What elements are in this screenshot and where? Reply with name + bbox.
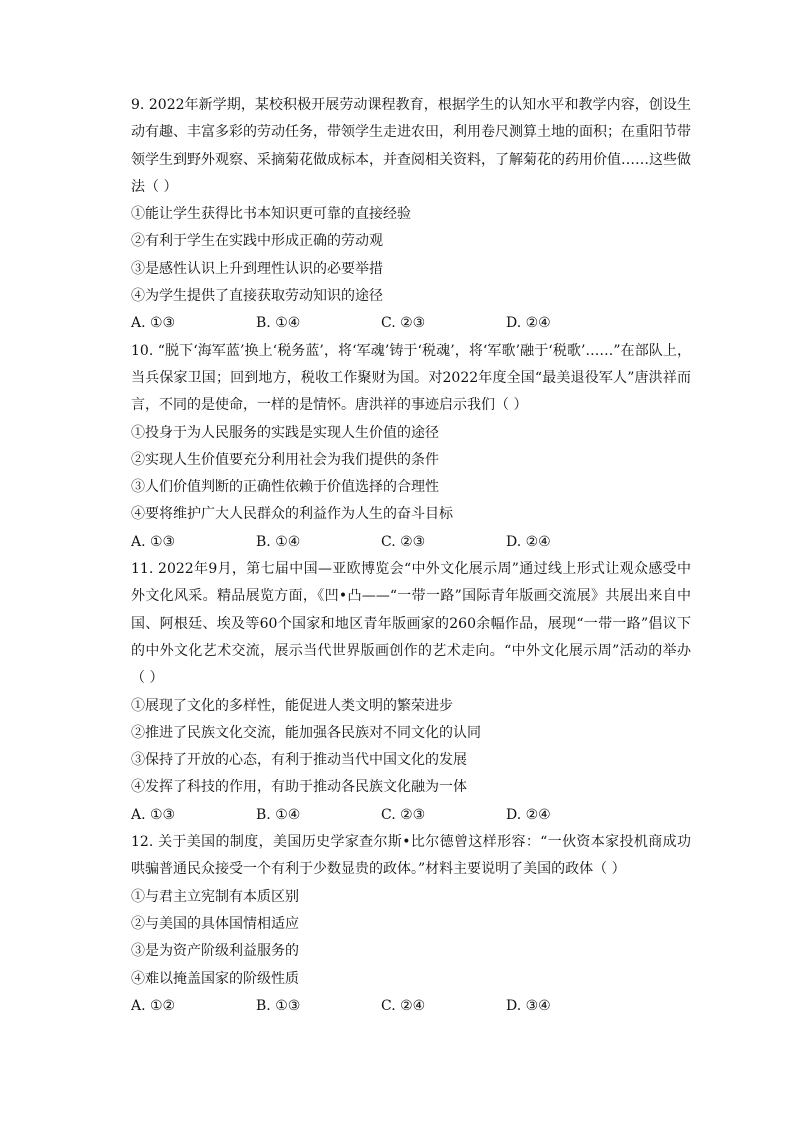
choice-c[interactable]: C. ②③ (381, 533, 426, 550)
statement-4: ④难以掩盖国家的阶级性质 (131, 970, 299, 987)
choice-d[interactable]: D. ②④ (506, 806, 551, 823)
statement-1: ①展现了文化的多样性，能促进人类文明的繁荣进步 (131, 697, 453, 714)
choice-b[interactable]: B. ①④ (256, 315, 301, 332)
question-10 (131, 338, 691, 556)
question-stem: 9. 2022年新学期，某校积极开展劳动课程教育，根据学生的认知水平和教学内容，创设生动有趣、丰富多彩的劳动任务，带领学生走进农田，利用卷尺测算土地的面积；在重阳节带领学生到野外观察、采摘菊花做成标本，并查阅相关资料，了解菊花的药用价值……这些做法（ ） (131, 97, 691, 195)
choice-a[interactable]: A. ①③ (131, 533, 176, 550)
question-11 (131, 556, 691, 829)
answer-choices (131, 993, 691, 1020)
choice-a[interactable]: A. ①③ (131, 315, 176, 332)
answer-choices (131, 802, 691, 829)
answer-choices (131, 310, 691, 337)
statement-2: ②有利于学生在实践中形成正确的劳动观 (131, 233, 383, 250)
choice-c[interactable]: C. ②③ (381, 315, 426, 332)
choice-a[interactable]: A. ①③ (131, 806, 176, 823)
statement-1: ①能让学生获得比书本知识更可靠的直接经验 (131, 206, 411, 223)
question-stem: 10. “脱下‘海军蓝’换上‘税务蓝’，将‘军魂’铸于‘税魂’，将‘军歌’融于‘税歌’……”在部队上，当兵保家卫国；回到地方，税收工作聚财为国。对2022年度全国“最美退役军人”唐洪祥而言，不同的是使命，一样的是情怀。唐洪祥的事迹启示我们（ ） (131, 342, 691, 414)
choice-b[interactable]: B. ①④ (256, 533, 301, 550)
statement-2: ②与美国的具体国情相适应 (131, 915, 299, 932)
choice-d[interactable]: D. ③④ (506, 997, 551, 1014)
choice-c[interactable]: C. ②③ (381, 806, 426, 823)
statement-1: ①投身于为人民服务的实践是实现人生价值的途径 (131, 424, 439, 441)
choice-b[interactable]: B. ①③ (256, 997, 301, 1014)
question-12 (131, 829, 691, 1020)
statement-3: ③人们价值判断的正确性依赖于价值选择的合理性 (131, 479, 439, 496)
question-stem: 11. 2022年9月，第七届中国—亚欧博览会“中外文化展示周”通过线上形式让观众感受中外文化风采。精品展览方面，《凹•凸——“一带一路”国际青年版画交流展》共展出来自中国、阿根廷、埃及等60个国家和地区青年版画家的260余幅作品，展现“一带一路”倡议下的中外文化艺术交流，展示当代世界版画创作的艺术走向。“中外文化展示周”活动的举办（ ） (131, 561, 691, 687)
statement-3: ③保持了开放的心态，有利于推动当代中国文化的发展 (131, 752, 467, 769)
statement-2: ②实现人生价值要充分利用社会为我们提供的条件 (131, 451, 439, 468)
statement-4: ④要将维护广大人民群众的利益作为人生的奋斗目标 (131, 506, 453, 523)
choice-c[interactable]: C. ②④ (381, 997, 426, 1014)
choice-d[interactable]: D. ②④ (506, 533, 551, 550)
question-list (131, 92, 691, 1020)
choice-b[interactable]: B. ①④ (256, 806, 301, 823)
statement-3: ③是感性认识上升到理性认识的必要举措 (131, 260, 383, 277)
question-stem: 12. 关于美国的制度，美国历史学家查尔斯•比尔德曾这样形容：“一伙资本家投机商成功哄骗普通民众接受一个有利于少数显贵的政体。”材料主要说明了美国的政体（ ） (131, 834, 691, 878)
statement-1: ①与君主立宪制有本质区别 (131, 888, 299, 905)
statement-2: ②推进了民族文化交流，能加强各民族对不同文化的认同 (131, 724, 481, 741)
choice-d[interactable]: D. ②④ (506, 315, 551, 332)
question-9 (131, 92, 691, 338)
statement-4: ④发挥了科技的作用，有助于推动各民族文化融为一体 (131, 779, 467, 796)
choice-a[interactable]: A. ①② (131, 997, 176, 1014)
statement-3: ③是为资产阶级利益服务的 (131, 943, 299, 960)
statement-4: ④为学生提供了直接获取劳动知识的途径 (131, 288, 383, 305)
answer-choices (131, 529, 691, 556)
